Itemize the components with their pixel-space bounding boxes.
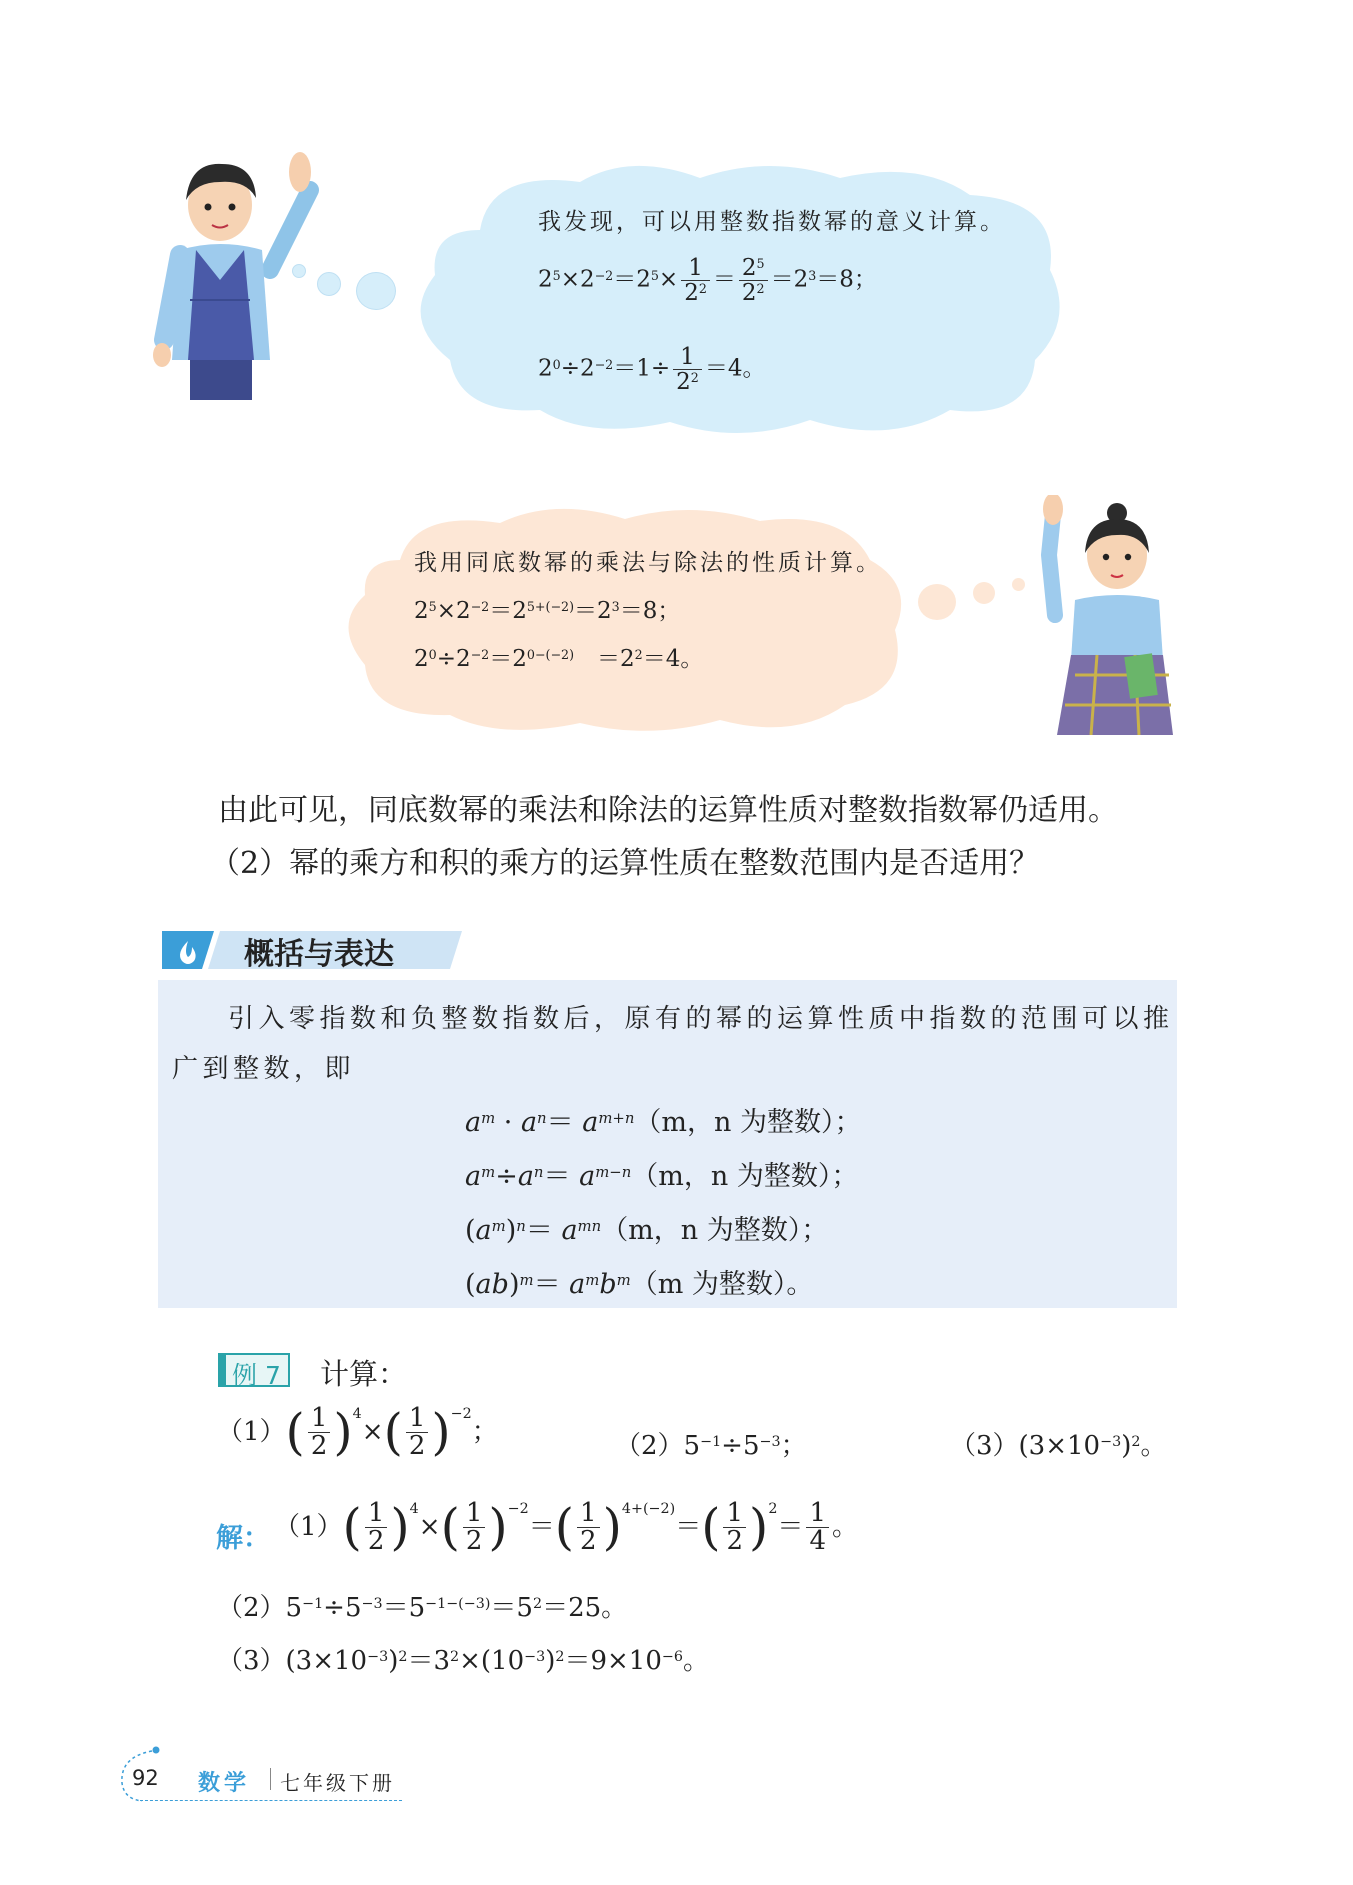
- thought-dot: [1012, 578, 1025, 591]
- rule-condition: （m，n 为整数）；: [631, 1161, 859, 1192]
- question-text: （2）幂的乘方和积的乘方的运算性质在整数范围内是否适用？: [210, 846, 1040, 881]
- girl-bubble-intro: 我用同底数幂的乘法与除法的性质计算。: [414, 550, 882, 576]
- example-label: [218, 1353, 290, 1390]
- problem-1: （1）( $\frac{1}{2}$ )$^4$×( $\frac{1}{2}$ )$^{-2}$；: [217, 1403, 498, 1462]
- footer-dotted-rule: [140, 1800, 402, 1801]
- section-heading-title: 概括与表达: [244, 937, 394, 972]
- thought-dot: [317, 272, 341, 296]
- thought-dot: [356, 272, 396, 310]
- example-label-text: 例 7: [232, 1361, 281, 1390]
- footer-divider: [270, 1768, 271, 1790]
- solution-1: （1）( $\frac{1}{2}$ )$^4$×( $\frac{1}{2}$ )$^{-2}$＝( $\frac{1}{2}$ )$^{4+(-2)}$＝( $\frac{1}{2}$ )$^2$＝ $\frac{1}{4}$ 。: [274, 1498, 858, 1557]
- rule-product: $a^m \cdot a^n= a^{m+n}(m$，n 为整数）；: [465, 1107, 862, 1138]
- problem-3: $(3)(3\times 10^{-3})^2$。: [950, 1431, 1167, 1461]
- rule-product-power: $(ab)^m= a^mb^m(m$ 为整数）。: [465, 1269, 814, 1300]
- rule-condition: （m 为整数）。: [630, 1269, 814, 1300]
- thought-dot: [918, 584, 956, 620]
- rule-condition: （m，n 为整数）；: [634, 1107, 862, 1138]
- boy-bubble-intro: 我发现，可以用整数指数幂的意义计算。: [538, 209, 1006, 235]
- footer-subject: 数学: [198, 1771, 251, 1796]
- summary-intro-line-2: 广到整数，即: [172, 1054, 356, 1084]
- conclusion-text: 由此可见，同底数幂的乘法和除法的运算性质对整数指数幂仍适用。: [218, 793, 1118, 828]
- boy-bubble-equation-2: $2^0\div 2^{-2}=1\div$ $\frac{1}{2^2}$ ＝4。: [538, 344, 766, 396]
- solution-label: 解：: [216, 1523, 270, 1554]
- footer-grade: 七年级下册: [280, 1771, 395, 1795]
- solution-2: $(2)5^{-1}\div 5^{-3}=5^{-1-(-3)}=5^2=25$。: [217, 1593, 628, 1623]
- boy-bubble-equation-1: $2^5\times 2^{-2}=2^5\times$ $\frac{1}{2^2}$ ＝ $\frac{2^5}{2^2}$ $=2^3=8$；: [538, 255, 877, 307]
- rule-power: $(a^m)^n= a^{mn}(m$，n 为整数）；: [465, 1215, 829, 1246]
- thought-dot: [973, 582, 995, 604]
- girl-illustration: [1035, 495, 1175, 735]
- girl-bubble-equation-2: $2^0\div 2^{-2}=2^{0-(-2)}$ $=2^2=4$。: [414, 646, 704, 672]
- solution-3: $(3)(3\times 10^{-3})^2=3^2\times(10^{-3})^2=9\times 10^{-6}$。: [217, 1646, 709, 1676]
- summary-intro-line-1: 引入零指数和负整数指数后，原有的幂的运算性质中指数的范围可以推: [228, 1004, 1174, 1034]
- rule-condition: （m，n 为整数）；: [601, 1215, 829, 1246]
- example-prompt: 计算：: [320, 1357, 408, 1391]
- problem-2: $(2)5^{-1}\div 5^{-3}$；: [615, 1431, 807, 1461]
- thought-dot: [292, 264, 306, 278]
- rule-quotient: $a^m\div a^n= a^{m-n}(m$，n 为整数）；: [465, 1161, 859, 1192]
- page-number: 92: [132, 1766, 159, 1790]
- girl-bubble-equation-1: $2^5\times 2^{-2}=2^{5+(-2)}=2^3=8$；: [414, 598, 681, 624]
